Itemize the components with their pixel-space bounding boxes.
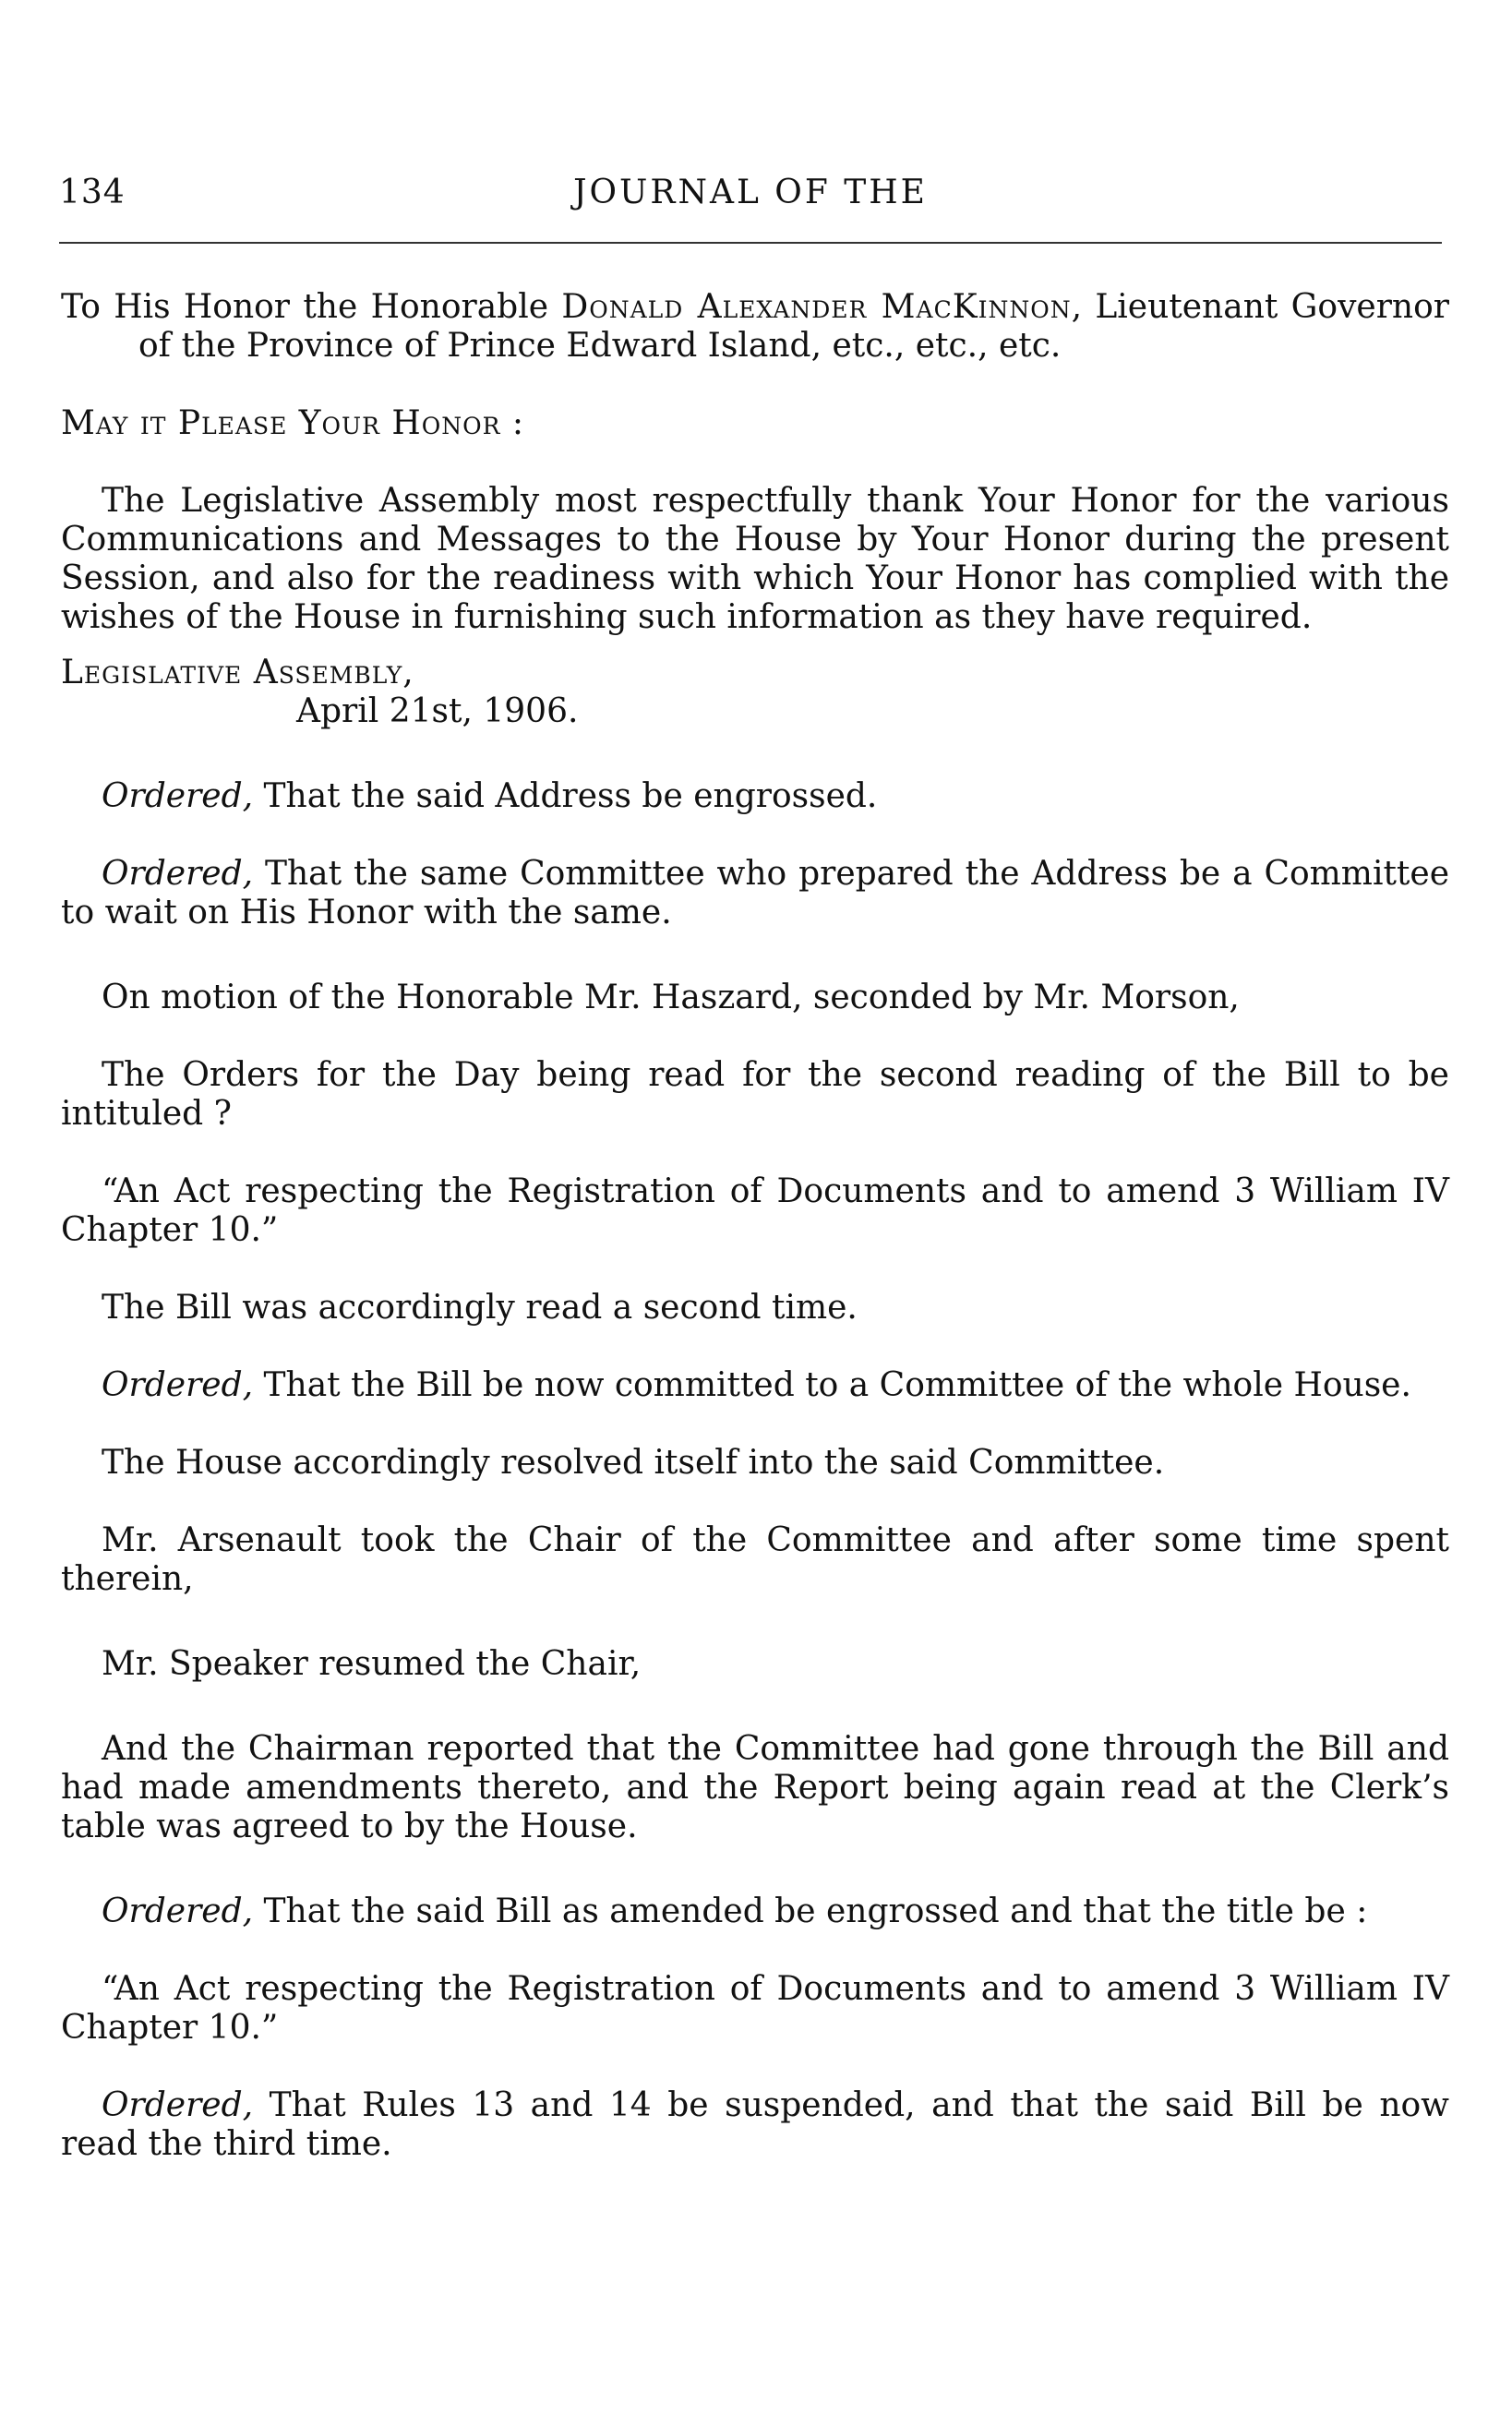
proceeding-text: That the same Committee who prepared the Address be a Committee to wait on His Honor with the same. — [61, 855, 1449, 931]
header-rule — [59, 242, 1442, 244]
proceeding-1 — [61, 777, 1449, 816]
proceeding-text: “An Act respecting the Registration of Documents and to amend 3 William IV Chapter 10.” — [61, 1970, 1449, 2047]
address-body: The Legislative Assembly most respectfully thank Your Honor for the various Communications and Messages to the House by Your Honor during the present Session, and also for the readiness with which Your Honor has complied with the wishes of the House in furnishing such information as they have required. — [61, 482, 1449, 636]
proceeding-lead: Ordered, — [102, 1892, 254, 1930]
proceeding-lead: Ordered, — [102, 2086, 254, 2124]
proceeding-8 — [61, 1444, 1449, 1483]
proceeding-9 — [61, 1521, 1449, 1599]
proceeding-text: The House accordingly resolved itself into the said Committee. — [102, 1444, 1165, 1482]
proceeding-text: That the said Bill as amended be engrossed and that the title be : — [253, 1892, 1368, 1930]
proceeding-4 — [61, 1056, 1449, 1134]
address-salutation: May it Please Your Honor : — [61, 404, 525, 442]
running-title: JOURNAL OF THE — [573, 174, 928, 211]
proceeding-2 — [61, 855, 1449, 932]
proceeding-text: On motion of the Honorable Mr. Haszard, seconded by Mr. Morson, — [102, 979, 1240, 1016]
proceeding-text: The Bill was accordingly read a second time. — [102, 1289, 858, 1327]
signature-date: April 21st, 1906. — [296, 692, 579, 730]
proceeding-6 — [61, 1289, 1449, 1328]
proceeding-lead: Ordered, — [102, 777, 254, 815]
page-header — [59, 174, 1442, 220]
proceeding-11 — [61, 1730, 1449, 1846]
proceeding-5 — [61, 1172, 1449, 1250]
proceeding-13 — [61, 1970, 1449, 2048]
proceeding-text: That Rules 13 and 14 be suspended, and that the said Bill be now read the third time. — [61, 2086, 1449, 2163]
proceeding-text: Mr. Speaker resumed the Chair, — [102, 1645, 642, 1683]
proceeding-7 — [61, 1366, 1449, 1405]
page-body — [61, 288, 1449, 2164]
proceeding-14 — [61, 2086, 1449, 2164]
signature-place: Legislative Assembly, — [61, 654, 414, 691]
proceeding-lead: Ordered, — [102, 855, 254, 893]
proceeding-text: That the said Address be engrossed. — [253, 777, 878, 815]
proceeding-text: The Orders for the Day being read for the second reading of the Bill to be intituled ? — [61, 1056, 1449, 1133]
proceeding-3 — [61, 979, 1449, 1017]
address-to-name: Donald Alexander MacKinnon — [561, 288, 1072, 326]
address-to-suffix: , Lieutenant Governor of the Province of Prince Edward Island, etc., etc., etc. — [138, 288, 1450, 365]
proceeding-text: That the Bill be now committed to a Committee of the whole House. — [253, 1366, 1411, 1404]
proceeding-lead: Ordered, — [102, 1366, 254, 1404]
proceeding-text: “An Act respecting the Registration of Documents and to amend 3 William IV Chapter 10.” — [61, 1172, 1449, 1249]
page-number: 134 — [59, 174, 126, 211]
proceeding-text: And the Chairman reported that the Committee had gone through the Bill and had made amendments thereto, and the Report being again read at the Clerk’s table was agreed to by the House. — [61, 1730, 1449, 1845]
proceeding-10 — [61, 1645, 1449, 1684]
address-to-prefix: To His Honor the Honorable — [61, 288, 562, 326]
proceeding-text: Mr. Arsenault took the Chair of the Committee and after some time spent therein, — [61, 1521, 1449, 1598]
proceeding-12 — [61, 1892, 1449, 1931]
address-recipient — [61, 288, 1449, 366]
